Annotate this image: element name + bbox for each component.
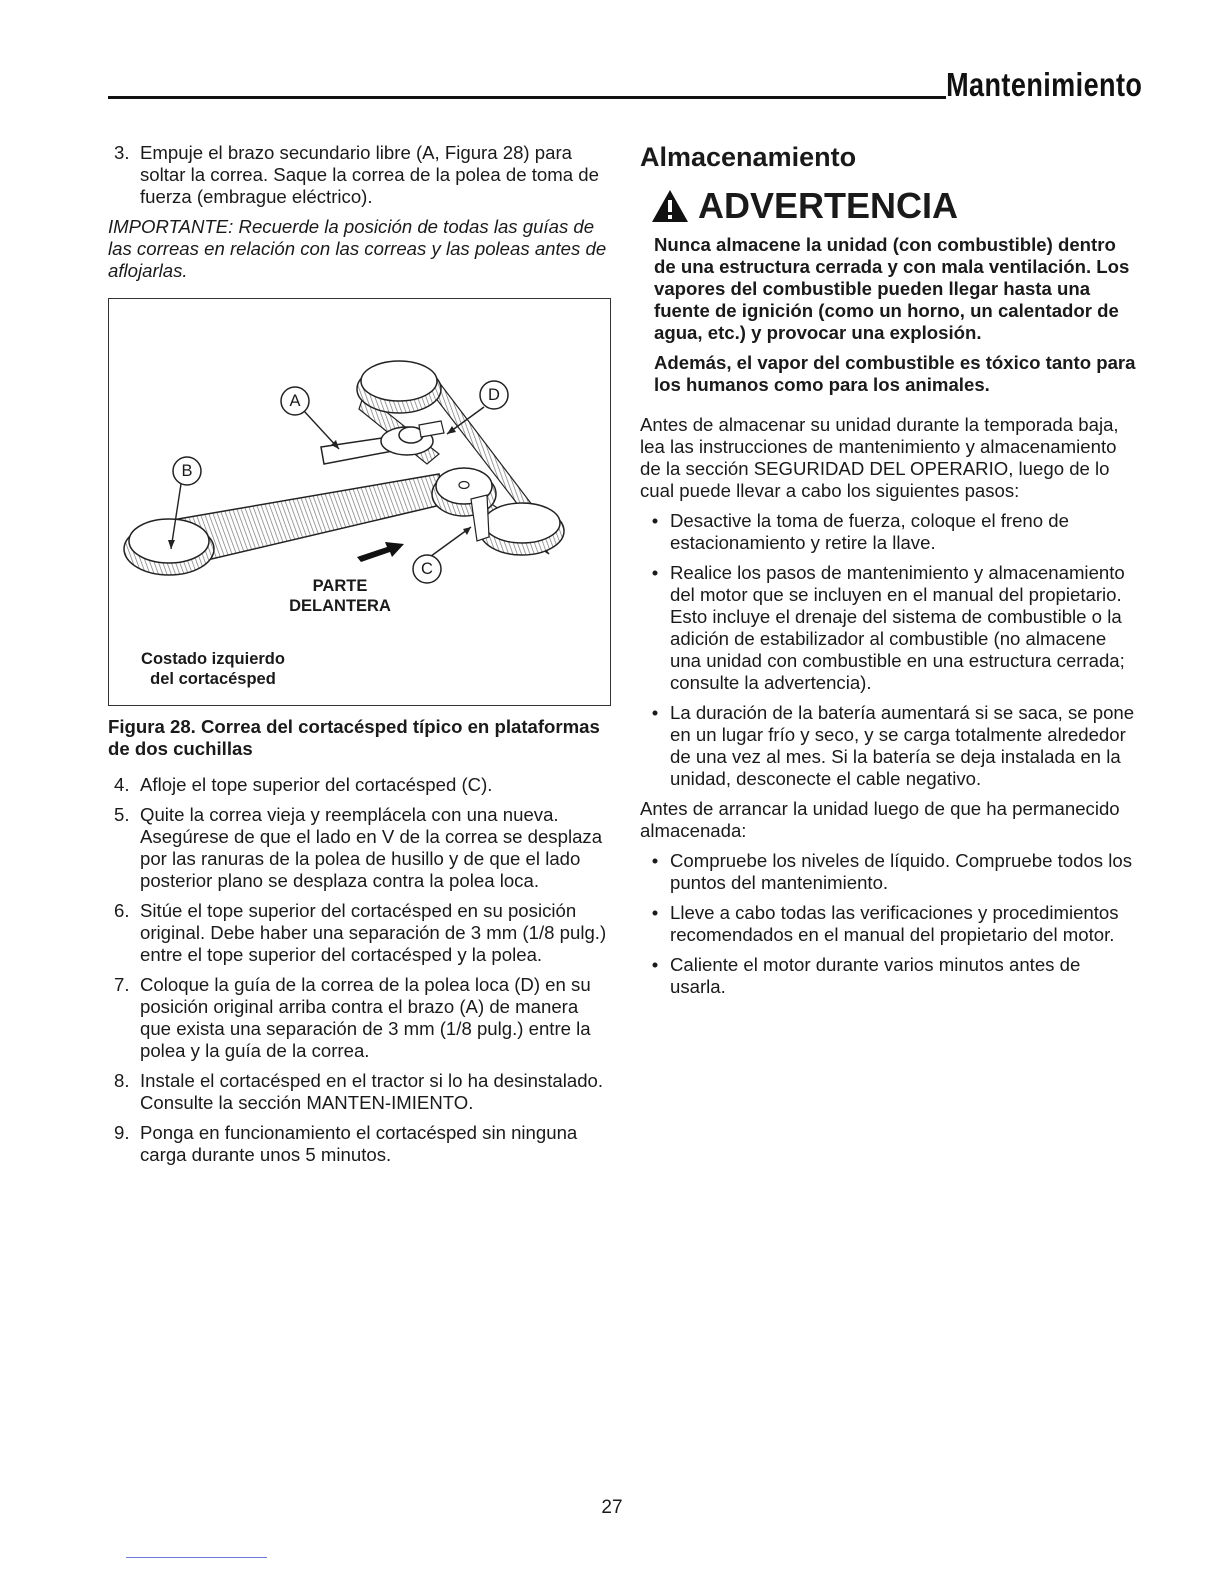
page-number: 27: [601, 1497, 623, 1518]
warning-title: ADVERTENCIA: [698, 185, 959, 226]
step-4: [108, 774, 613, 796]
step-number: 4.: [114, 774, 130, 795]
step-number: 7.: [114, 974, 130, 995]
page-header-title: Mantenimiento: [945, 66, 1142, 103]
callout-c: C: [421, 560, 433, 578]
belt-stop: [471, 495, 489, 541]
important-note: IMPORTANTE: Recuerde la posición de todas las guías de las correas en relación con las correas y las poleas antes de aflojarlas.: [108, 216, 607, 281]
front-label: [269, 576, 411, 616]
warning-paragraph-1: Nunca almacene la unidad (con combustible) dentro de una estructura cerrada y con mala ventilación. Los vapores del combustible pueden llegar hasta una fuente de ignición (como un horno, un calentador de agua, etc.) y provocar una explosión.: [654, 234, 1130, 343]
step-text: Afloje el tope superior del cortacésped (C).: [140, 774, 493, 795]
side-label: [127, 649, 299, 689]
figure-caption: Figura 28. Correa del cortacésped típico en plataformas de dos cuchillas: [108, 716, 600, 759]
storage-bullet: • Desactive la toma de fuerza, coloque el freno de estacionamiento y retire la llave.: [651, 510, 1069, 553]
step-text: Empuje el brazo secundario libre (A, Figura 28) para soltar la correa. Saque la correa de la polea de toma de fuerza (embrague eléctrico).: [140, 142, 599, 207]
startup-bullet: • Caliente el motor durante varios minutos antes de usarla.: [651, 954, 1081, 997]
step-number: 6.: [114, 900, 130, 921]
startup-bullet: • Lleve a cabo todas las verificaciones y procedimientos recomendados en el manual del propietario del motor.: [651, 902, 1119, 945]
section-title: Almacenamiento: [640, 142, 857, 172]
storage-intro: Antes de almacenar su unidad durante la temporada baja, lea las instrucciones de mantenimiento y almacenamiento de la sección SEGURIDAD DEL OPERARIO, luego de lo cual puede llevar a cabo los siguientes pasos:: [640, 414, 1119, 501]
startup-bullet: • Compruebe los niveles de líquido. Compruebe todos los puntos del mantenimiento.: [651, 850, 1133, 893]
step-number: 3.: [114, 142, 130, 163]
front-label-line2: DELANTERA: [289, 597, 391, 615]
storage-bullet: • La duración de la batería aumentará si se saca, se pone en un lugar frío y seco, y se carga totalmente alrededor de una vez al mes. Si la batería se deja instalada en la unidad, desconecte el cable negativo.: [651, 702, 1135, 789]
callout-b: B: [181, 462, 193, 480]
startup-intro: Antes de arrancar la unidad luego de que ha permanecido almacenada:: [640, 798, 1120, 841]
step-8: [108, 1070, 613, 1114]
step-number: 9.: [114, 1122, 130, 1143]
storage-bullet: • Realice los pasos de mantenimiento y almacenamiento del motor que se incluyen en el manual del propietario. Esto incluye el drenaje del sistema de combustible o la adición de estabilizador al combustible (no almacene una unidad con combustible en una estructura cerrada; consulte la advertencia).: [651, 562, 1125, 693]
right-column: [640, 142, 1140, 1006]
step-text: Sitúe el tope superior del cortacésped en su posición original. Debe haber una separación de 3 mm (1/8 pulg.) entre el tope superior del cortacésped y la polea.: [140, 900, 607, 965]
step-text: Instale el cortacésped en el tractor si lo ha desinstalado. Consulte la sección MANTEN-IMIENTO.: [140, 1070, 604, 1113]
step-text: Quite la correa vieja y reemplácela con una nueva. Asegúrese de que el lado en V de la correa se desplaza por las ranuras de la polea de husillo y de que el lado posterior plano se desplaza contra la polea loca.: [140, 804, 603, 891]
step-9: [108, 1122, 613, 1166]
left-column: [108, 142, 613, 1174]
belt-diagram: [109, 299, 612, 707]
footer-link-underline: [126, 1557, 267, 1558]
step-3: [108, 142, 613, 208]
side-label-line2: del cortacésped: [150, 670, 276, 688]
front-arrow: [357, 542, 404, 562]
step-text: Ponga en funcionamiento el cortacésped sin ninguna carga durante unos 5 minutos.: [140, 1122, 578, 1165]
warning-header: [640, 186, 1140, 226]
step-text: Coloque la guía de la correa de la polea loca (D) en su posición original arriba contra el brazo (A) de manera que exista una separación de 3 mm (1/8 pulg.) entre la polea y la guía de la correa.: [140, 974, 591, 1061]
side-label-line1: Costado izquierdo: [141, 650, 285, 668]
step-number: 8.: [114, 1070, 130, 1091]
header-rule: [108, 96, 946, 99]
step-number: 5.: [114, 804, 130, 825]
step-5: [108, 804, 613, 892]
front-label-line1: PARTE: [312, 577, 368, 595]
step-6: [108, 900, 613, 966]
warning-paragraph-2: Además, el vapor del combustible es tóxico tanto para los humanos como para los animales.: [654, 352, 1136, 395]
callout-d: D: [488, 386, 500, 404]
warning-triangle-icon: [650, 188, 690, 224]
figure-28: [108, 298, 611, 706]
callout-a: A: [289, 392, 301, 410]
step-7: [108, 974, 613, 1062]
